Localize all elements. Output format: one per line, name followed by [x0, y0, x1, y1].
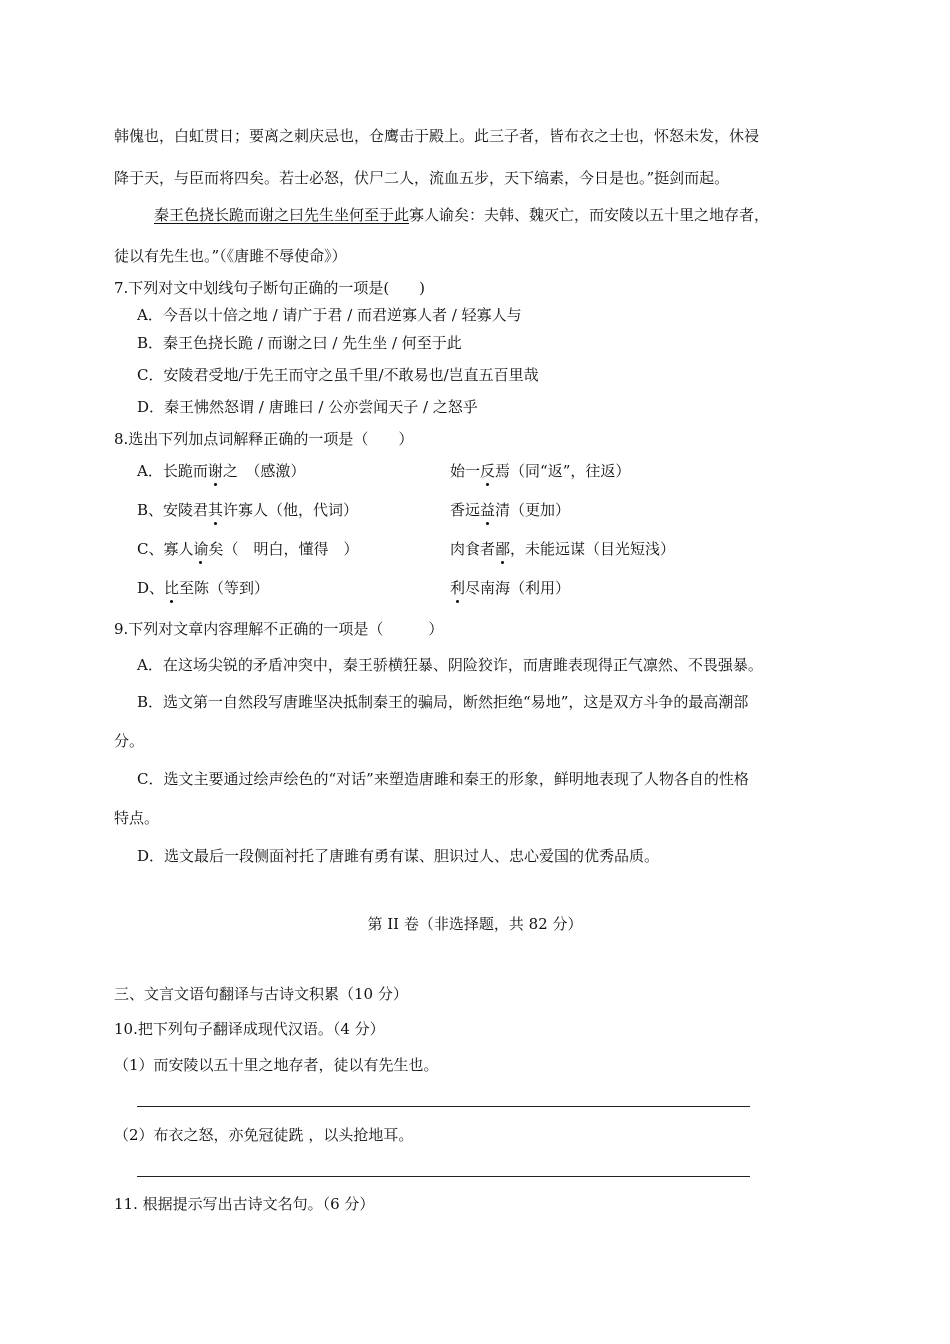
q8-b-right-dotted: 益 [480, 501, 496, 519]
passage-line-3 [154, 205, 769, 225]
underlined-sentence: 秦王色挠长跪而谢之曰先生坐何至于此 [154, 206, 410, 224]
q8-d-left-post: 至陈（等到） [179, 579, 270, 597]
q8-c-right-pre: 肉食者 [450, 540, 496, 558]
passage-line-3-rest: 寡人谕矣：夫韩、魏灭亡，而安陵以五十里之地存者， [409, 206, 770, 224]
q8-c-right-dotted: 鄙 [495, 540, 511, 558]
q9-option-c-line2: 特点。 [114, 809, 160, 827]
q10-item-1: （1）而安陵以五十里之地存者，徒以有先生也。 [114, 1056, 439, 1074]
q8-option-d-left [137, 578, 269, 598]
q8-c-left-dotted: 谕 [193, 540, 209, 558]
q7-option-c: C．安陵君受地/于先王而守之虽千里/不敢易也/岂直五百里哉 [137, 366, 539, 384]
passage-line-2: 降于天，与臣而将四矣。若士必怒，伏尸二人，流血五步，天下缟素，今日是也。”挺剑而起。 [114, 169, 730, 187]
q7-option-d: D．秦王怫然怒谓 / 唐雎曰 / 公亦尝闻天子 / 之怒乎 [137, 398, 478, 416]
section-3-heading: 三、文言文语句翻译与古诗文积累（10 分） [114, 985, 408, 1003]
q9-stem: 9.下列对文章内容理解不正确的一项是（ ） [114, 620, 444, 638]
q7-option-b: B．秦王色挠长跪 / 而谢之曰 / 先生坐 / 何至于此 [137, 334, 462, 352]
q8-c-left-pre: C、寡人 [137, 540, 194, 558]
q8-c-left-post: 矣（ 明白，懂得 ） [208, 540, 359, 558]
q8-a-left-dotted: 谢 [207, 462, 223, 480]
q8-b-left-dotted: 其 [208, 501, 224, 519]
q8-option-a-left [137, 461, 305, 481]
q8-d-right-dotted: 利 [450, 579, 466, 597]
q8-a-left-post: 之 （感激） [222, 462, 306, 480]
q8-stem: 8.选出下列加点词解释正确的一项是（ ） [114, 430, 414, 448]
q9-option-a: A．在这场尖锐的矛盾冲突中，秦王骄横狂暴、阴险狡诈，而唐雎表现得正气凛然、不畏强暴。 [137, 656, 763, 674]
q8-d-left-pre: D、 [137, 579, 165, 597]
q9-option-b-line1: B．选文第一自然段写唐雎坚决抵制秦王的骗局，断然拒绝“易地”，这是双方斗争的最高潮部 [137, 693, 749, 711]
q9-option-d: D．选文最后一段侧面衬托了唐雎有勇有谋、胆识过人、忠心爱国的优秀品质。 [137, 847, 660, 865]
q8-a-right-post: 焉（同“返”，往返） [495, 462, 631, 480]
q9-option-b-line2: 分。 [114, 732, 145, 750]
q7-stem: 7.下列对文中划线句子断句正确的一项是( ) [114, 279, 426, 297]
q8-a-left-pre: A．长跪而 [137, 462, 208, 480]
q8-b-left-pre: B、安陵君 [137, 501, 209, 519]
q8-a-right-pre: 始一 [450, 462, 481, 480]
q8-d-right-post: 尽南海（利用） [465, 579, 571, 597]
q8-d-left-dotted: 比 [164, 579, 180, 597]
passage-line-1: 韩傀也，白虹贯日；要离之刺庆忌也，仓鹰击于殿上。此三子者，皆布衣之士也，怀怒未发，休祲 [114, 127, 760, 145]
passage-line-4: 徒以有先生也。”（《唐雎不辱使命》） [114, 247, 347, 265]
q11-stem: 11. 根据提示写出古诗文名句。（6 分） [114, 1195, 375, 1213]
answer-line-1[interactable] [137, 1106, 750, 1107]
q8-option-d-right [450, 578, 570, 598]
q9-option-c-line1: C．选文主要通过绘声绘色的“对话”来塑造唐雎和秦王的形象，鲜明地表现了人物各自的性格 [137, 770, 749, 788]
q8-option-a-right [450, 461, 630, 481]
q8-option-b-left [137, 500, 358, 520]
q10-item-2: （2）布衣之怒，亦免冠徒跣 ，以头抢地耳。 [114, 1126, 414, 1144]
q8-option-c-right [450, 539, 675, 559]
q10-stem: 10.把下列句子翻译成现代汉语。（4 分） [114, 1020, 385, 1038]
q7-option-a: A．今吾以十倍之地 / 请广于君 / 而君逆寡人者 / 轻寡人与 [137, 306, 522, 324]
q8-c-right-post: ，未能远谋（目光短浅） [510, 540, 676, 558]
section-2-title: 第 II 卷（非选择题，共 82 分） [367, 915, 583, 933]
q8-option-b-right [450, 500, 570, 520]
q8-option-c-left [137, 539, 359, 559]
answer-line-2[interactable] [137, 1176, 750, 1177]
q8-b-left-post: 许寡人（他，代词） [223, 501, 359, 519]
q8-b-right-pre: 香远 [450, 501, 481, 519]
q8-a-right-dotted: 反 [480, 462, 496, 480]
q8-b-right-post: 清（更加） [495, 501, 571, 519]
